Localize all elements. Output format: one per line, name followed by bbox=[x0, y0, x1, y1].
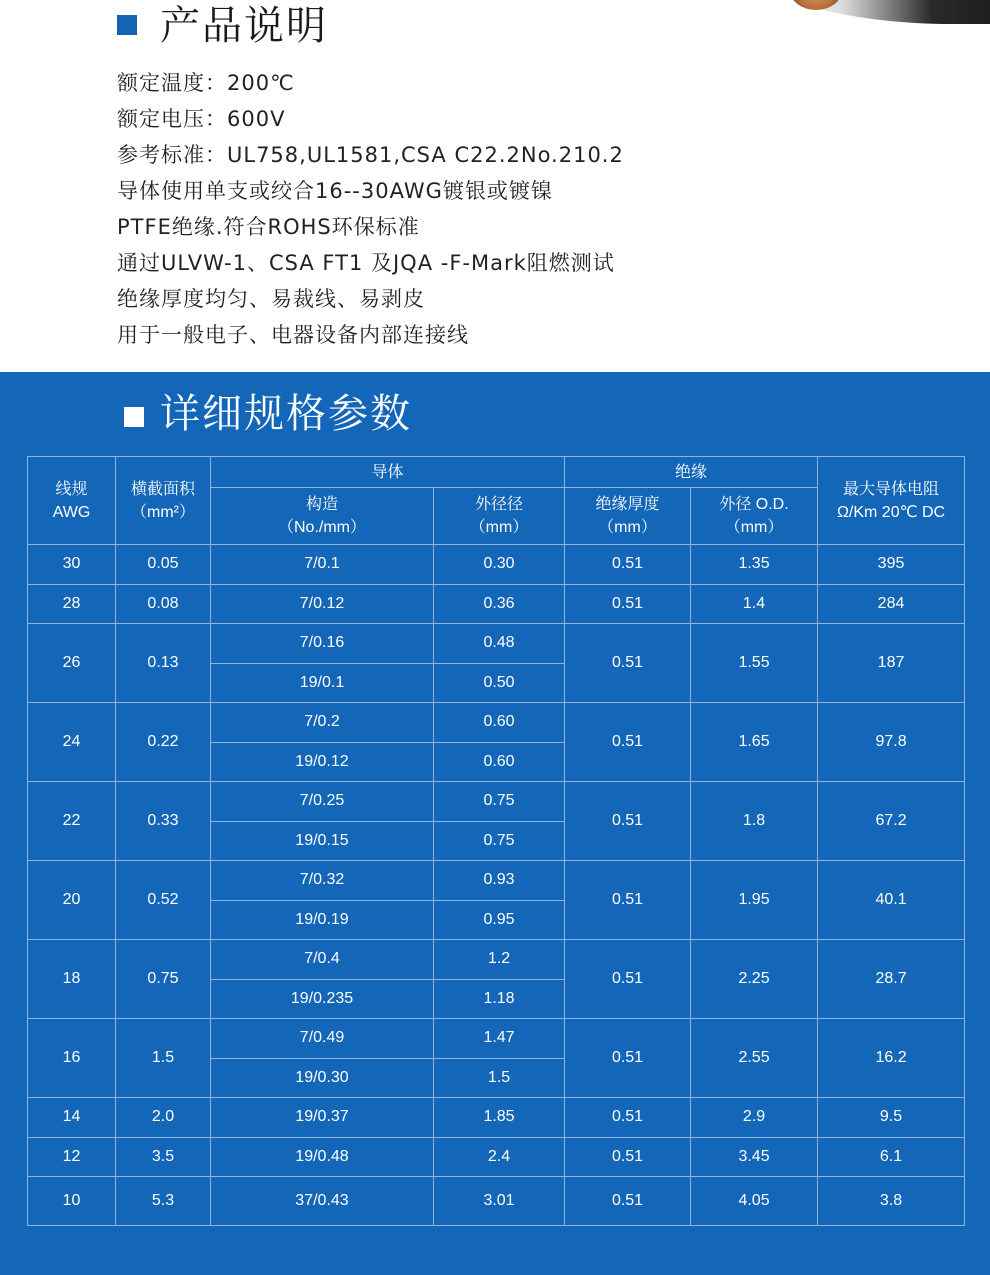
cell-conductor-od: 0.93 bbox=[434, 861, 565, 901]
header-conductor-od bbox=[434, 488, 565, 545]
section-title: 详细规格参数 bbox=[160, 391, 412, 437]
cell-awg: 16 bbox=[28, 1019, 116, 1098]
cell-area: 0.13 bbox=[116, 624, 211, 703]
description-line: 绝缘厚度均匀、易裁线、易剥皮 bbox=[117, 287, 425, 311]
description-line: PTFE绝缘.符合ROHS环保标准 bbox=[117, 215, 420, 239]
product-description-section bbox=[0, 0, 990, 372]
cell-insulation-od: 2.55 bbox=[691, 1019, 818, 1098]
cell-insulation-thickness: 0.51 bbox=[565, 545, 691, 585]
cell-awg: 14 bbox=[28, 1098, 116, 1138]
cell-insulation-od: 1.8 bbox=[691, 782, 818, 861]
cell-resistance: 3.8 bbox=[818, 1177, 965, 1226]
header-awg bbox=[28, 457, 116, 545]
cell-resistance: 67.2 bbox=[818, 782, 965, 861]
cell-insulation-od: 1.55 bbox=[691, 624, 818, 703]
cell-awg: 28 bbox=[28, 584, 116, 624]
cell-resistance: 40.1 bbox=[818, 861, 965, 940]
cell-awg: 18 bbox=[28, 940, 116, 1019]
cell-conductor-od: 0.75 bbox=[434, 821, 565, 861]
header-text: （mm） bbox=[724, 519, 784, 536]
header-text: 外径径 bbox=[475, 496, 524, 513]
cell-structure: 19/0.19 bbox=[211, 900, 434, 940]
table-row bbox=[28, 782, 965, 822]
cell-area: 0.08 bbox=[116, 584, 211, 624]
cell-insulation-od: 1.4 bbox=[691, 584, 818, 624]
cell-conductor-od: 3.01 bbox=[434, 1177, 565, 1226]
table-row bbox=[28, 703, 965, 743]
cell-area: 5.3 bbox=[116, 1177, 211, 1226]
cell-structure: 19/0.15 bbox=[211, 821, 434, 861]
cell-insulation-od: 1.95 bbox=[691, 861, 818, 940]
header-text: 线规 bbox=[55, 480, 88, 498]
header-text: 外径 O.D. bbox=[719, 496, 789, 513]
table-row bbox=[28, 584, 965, 624]
header-text: 横截面积 bbox=[130, 480, 195, 498]
cell-insulation-od: 4.05 bbox=[691, 1177, 818, 1226]
cell-insulation-thickness: 0.51 bbox=[565, 782, 691, 861]
cell-resistance: 9.5 bbox=[818, 1098, 965, 1138]
section-bullet-icon bbox=[124, 407, 144, 427]
header-area bbox=[116, 457, 211, 545]
cell-insulation-od: 3.45 bbox=[691, 1137, 818, 1177]
description-line: 导体使用单支或绞合16--30AWG镀银或镀镍 bbox=[117, 179, 553, 203]
header-insulation: 绝缘 bbox=[565, 457, 818, 488]
cell-insulation-od: 2.25 bbox=[691, 940, 818, 1019]
description-line: 用于一般电子、电器设备内部连接线 bbox=[117, 323, 469, 347]
cell-structure: 7/0.4 bbox=[211, 940, 434, 980]
cell-conductor-od: 1.5 bbox=[434, 1058, 565, 1098]
header-text: 绝缘厚度 bbox=[595, 496, 660, 513]
cell-insulation-thickness: 0.51 bbox=[565, 624, 691, 703]
table-row bbox=[28, 940, 965, 980]
cell-conductor-od: 0.48 bbox=[434, 624, 565, 664]
cell-insulation-od: 1.35 bbox=[691, 545, 818, 585]
cell-resistance: 28.7 bbox=[818, 940, 965, 1019]
cell-resistance: 284 bbox=[818, 584, 965, 624]
cell-structure: 7/0.2 bbox=[211, 703, 434, 743]
cell-insulation-thickness: 0.51 bbox=[565, 861, 691, 940]
cell-resistance: 16.2 bbox=[818, 1019, 965, 1098]
cell-awg: 24 bbox=[28, 703, 116, 782]
cell-area: 0.33 bbox=[116, 782, 211, 861]
description-line: 参考标准：UL758,UL1581,CSA C22.2No.210.2 bbox=[117, 143, 624, 167]
spec-table bbox=[27, 456, 965, 1226]
table-row bbox=[28, 1098, 965, 1138]
header-insulation-od bbox=[691, 488, 818, 545]
cell-structure: 19/0.235 bbox=[211, 979, 434, 1019]
cell-conductor-od: 0.36 bbox=[434, 584, 565, 624]
header-structure bbox=[211, 488, 434, 545]
header-text: 最大导体电阻 bbox=[843, 480, 940, 498]
table-row bbox=[28, 624, 965, 664]
cell-structure: 7/0.32 bbox=[211, 861, 434, 901]
cell-area: 0.05 bbox=[116, 545, 211, 585]
cell-area: 0.75 bbox=[116, 940, 211, 1019]
header-text: （mm²） bbox=[131, 503, 195, 521]
cell-conductor-od: 0.60 bbox=[434, 703, 565, 743]
cell-area: 0.52 bbox=[116, 861, 211, 940]
cell-structure: 19/0.30 bbox=[211, 1058, 434, 1098]
description-line: 通过ULVW-1、CSA FT1 及JQA -F-Mark阻燃测试 bbox=[117, 251, 615, 275]
spec-table-body bbox=[28, 545, 965, 1226]
cell-awg: 20 bbox=[28, 861, 116, 940]
cell-structure: 19/0.12 bbox=[211, 742, 434, 782]
header-text: （mm） bbox=[469, 519, 529, 536]
table-row bbox=[28, 1177, 965, 1226]
cell-conductor-od: 0.95 bbox=[434, 900, 565, 940]
table-row bbox=[28, 1019, 965, 1059]
header-insulation-thickness bbox=[565, 488, 691, 545]
section-bullet-icon bbox=[117, 15, 137, 35]
cable-image bbox=[752, 0, 990, 24]
table-row bbox=[28, 1137, 965, 1177]
cell-conductor-od: 1.85 bbox=[434, 1098, 565, 1138]
cell-insulation-thickness: 0.51 bbox=[565, 584, 691, 624]
cell-conductor-od: 0.30 bbox=[434, 545, 565, 585]
table-row bbox=[28, 545, 965, 585]
cell-insulation-thickness: 0.51 bbox=[565, 1177, 691, 1226]
cell-awg: 12 bbox=[28, 1137, 116, 1177]
description-line: 额定电压：600V bbox=[117, 107, 286, 131]
cell-area: 2.0 bbox=[116, 1098, 211, 1138]
cell-awg: 10 bbox=[28, 1177, 116, 1226]
header-text: AWG bbox=[52, 503, 91, 521]
header-text: 构造 bbox=[305, 496, 338, 513]
cell-structure: 7/0.1 bbox=[211, 545, 434, 585]
cell-conductor-od: 0.60 bbox=[434, 742, 565, 782]
cell-resistance: 97.8 bbox=[818, 703, 965, 782]
description-line: 额定温度：200℃ bbox=[117, 71, 295, 95]
cell-awg: 30 bbox=[28, 545, 116, 585]
cell-awg: 22 bbox=[28, 782, 116, 861]
cell-insulation-od: 2.9 bbox=[691, 1098, 818, 1138]
cell-structure: 19/0.48 bbox=[211, 1137, 434, 1177]
cell-area: 0.22 bbox=[116, 703, 211, 782]
cell-conductor-od: 1.47 bbox=[434, 1019, 565, 1059]
cell-structure: 7/0.25 bbox=[211, 782, 434, 822]
cell-resistance: 6.1 bbox=[818, 1137, 965, 1177]
cell-structure: 19/0.37 bbox=[211, 1098, 434, 1138]
cell-insulation-thickness: 0.51 bbox=[565, 703, 691, 782]
header-text: Ω/Km 20℃ DC bbox=[836, 503, 946, 521]
cell-structure: 37/0.43 bbox=[211, 1177, 434, 1226]
table-row bbox=[28, 861, 965, 901]
cell-resistance: 187 bbox=[818, 624, 965, 703]
cell-insulation-od: 1.65 bbox=[691, 703, 818, 782]
cell-conductor-od: 1.18 bbox=[434, 979, 565, 1019]
cell-structure: 7/0.12 bbox=[211, 584, 434, 624]
cell-insulation-thickness: 0.51 bbox=[565, 1019, 691, 1098]
cell-resistance: 395 bbox=[818, 545, 965, 585]
cell-structure: 7/0.49 bbox=[211, 1019, 434, 1059]
cell-conductor-od: 2.4 bbox=[434, 1137, 565, 1177]
header-text: （No./mm） bbox=[277, 519, 366, 536]
cell-area: 1.5 bbox=[116, 1019, 211, 1098]
cell-structure: 7/0.16 bbox=[211, 624, 434, 664]
cell-conductor-od: 0.50 bbox=[434, 663, 565, 703]
cell-insulation-thickness: 0.51 bbox=[565, 1137, 691, 1177]
header-conductor: 导体 bbox=[211, 457, 565, 488]
cell-structure: 19/0.1 bbox=[211, 663, 434, 703]
cell-insulation-thickness: 0.51 bbox=[565, 1098, 691, 1138]
cell-area: 3.5 bbox=[116, 1137, 211, 1177]
cell-awg: 26 bbox=[28, 624, 116, 703]
section-title: 产品说明 bbox=[160, 3, 328, 49]
cell-conductor-od: 1.2 bbox=[434, 940, 565, 980]
description-list bbox=[117, 65, 624, 353]
header-resistance bbox=[818, 457, 965, 545]
cell-conductor-od: 0.75 bbox=[434, 782, 565, 822]
cell-insulation-thickness: 0.51 bbox=[565, 940, 691, 1019]
spec-section bbox=[0, 372, 990, 1275]
header-text: （mm） bbox=[598, 519, 657, 536]
